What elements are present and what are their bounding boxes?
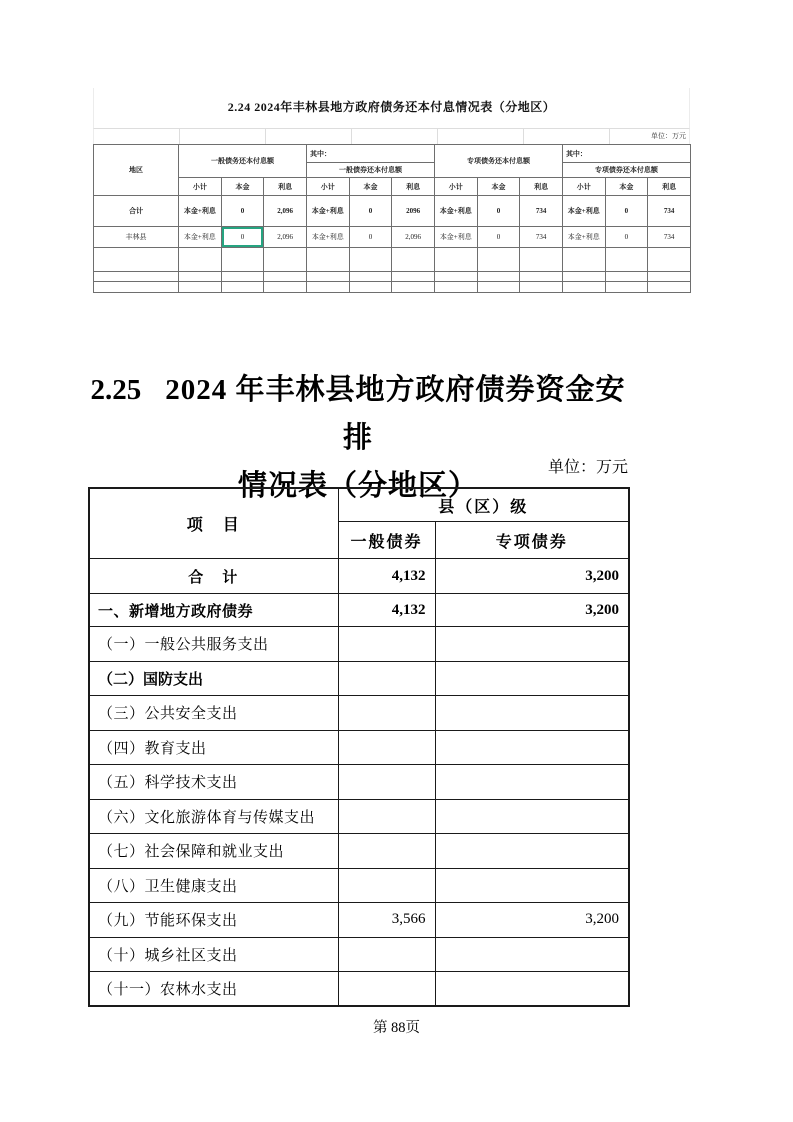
empty-cell — [648, 282, 691, 293]
general-bond-value-cell — [338, 972, 435, 1007]
special-bond-value-cell — [435, 868, 629, 903]
debt-header-interest: 利息 — [392, 178, 435, 196]
empty-cell — [306, 248, 349, 272]
budget-header-row-1 — [89, 488, 629, 522]
empty-cell — [562, 272, 605, 282]
budget-unit-label: 单位：万元 — [547, 459, 628, 476]
item-cell: （八）卫生健康支出 — [89, 868, 338, 903]
debt-header-principal: 本金 — [221, 178, 264, 196]
empty-cell — [349, 282, 392, 293]
general-bond-value-cell: 4,132 — [338, 594, 435, 627]
budget-table-row — [89, 730, 629, 765]
general-bond-value-cell — [338, 799, 435, 834]
general-bond-interest-cell: 2,096 — [392, 227, 435, 248]
debt-header-general-debt-group: 一般债务还本付息额 — [179, 145, 307, 178]
empty-cell — [392, 248, 435, 272]
debt-sheet-title: 2.24 2024年丰林县地方政府债务还本付息情况表（分地区） — [93, 88, 690, 128]
debt-table-empty-row — [94, 272, 691, 282]
item-cell: （十一）农林水支出 — [89, 972, 338, 1007]
debt-header-principal: 本金 — [605, 178, 648, 196]
debt-table-empty-row — [94, 248, 691, 272]
general-bond-subtotal-cell: 本金+利息 — [306, 196, 349, 227]
empty-cell — [520, 272, 563, 282]
general-interest-cell: 2,096 — [264, 227, 307, 248]
budget-table-row — [89, 834, 629, 869]
debt-header-row-3 — [94, 178, 691, 196]
debt-header-subtotal: 小计 — [306, 178, 349, 196]
special-interest-cell: 734 — [520, 227, 563, 248]
empty-cell — [477, 272, 520, 282]
empty-cell — [562, 282, 605, 293]
empty-cell — [605, 272, 648, 282]
general-bond-value-cell: 3,566 — [338, 903, 435, 938]
special-bond-value-cell — [435, 937, 629, 972]
general-bond-interest-cell: 2096 — [392, 196, 435, 227]
debt-header-region: 地区 — [94, 145, 179, 196]
general-bond-value-cell: 4,132 — [338, 559, 435, 594]
item-cell: （五）科学技术支出 — [89, 765, 338, 800]
special-bond-value-cell: 3,200 — [435, 559, 629, 594]
general-subtotal-cell: 本金+利息 — [179, 227, 222, 248]
debt-header-special-debt-group: 专项债务还本付息额 — [434, 145, 562, 178]
debt-header-general-bond-group: 一般债券还本付息额 — [306, 163, 434, 178]
empty-cell — [94, 282, 179, 293]
item-cell: （十）城乡社区支出 — [89, 937, 338, 972]
empty-cell — [264, 248, 307, 272]
special-bond-value-cell — [435, 765, 629, 800]
budget-table-row — [89, 594, 629, 627]
budget-header-county-level: 县（区）级 — [338, 488, 629, 522]
general-principal-cell: 0 — [221, 227, 264, 248]
budget-table-row — [89, 972, 629, 1007]
debt-header-subtotal: 小计 — [562, 178, 605, 196]
special-bond-principal-cell: 0 — [605, 227, 648, 248]
debt-header-principal: 本金 — [477, 178, 520, 196]
debt-header-principal: 本金 — [349, 178, 392, 196]
budget-table-row — [89, 559, 629, 594]
special-bond-value-cell: 3,200 — [435, 594, 629, 627]
item-cell: （六）文化旅游体育与传媒支出 — [89, 799, 338, 834]
item-cell: 合 计 — [89, 559, 338, 594]
empty-cell — [648, 248, 691, 272]
empty-cell — [306, 272, 349, 282]
special-principal-cell: 0 — [477, 227, 520, 248]
budget-table-row — [89, 937, 629, 972]
item-cell: （九）节能环保支出 — [89, 903, 338, 938]
special-principal-cell: 0 — [477, 196, 520, 227]
debt-sheet-unit-label: 单位：万元 — [93, 128, 690, 144]
special-bond-value-cell — [435, 661, 629, 696]
general-subtotal-cell: 本金+利息 — [179, 196, 222, 227]
empty-cell — [349, 272, 392, 282]
debt-table-row — [94, 227, 691, 248]
item-cell: （七）社会保障和就业支出 — [89, 834, 338, 869]
budget-header-general-bond: 一般债券 — [338, 522, 435, 559]
budget-table-row — [89, 661, 629, 696]
general-bond-value-cell — [338, 730, 435, 765]
debt-header-subtotal: 小计 — [434, 178, 477, 196]
empty-cell — [605, 248, 648, 272]
special-interest-cell: 734 — [520, 196, 563, 227]
special-bond-value-cell: 3,200 — [435, 903, 629, 938]
special-subtotal-cell: 本金+利息 — [434, 196, 477, 227]
empty-cell — [94, 272, 179, 282]
budget-table-row — [89, 765, 629, 800]
general-interest-cell: 2,096 — [264, 196, 307, 227]
empty-cell — [520, 248, 563, 272]
debt-table-row — [94, 196, 691, 227]
region-cell: 合计 — [94, 196, 179, 227]
empty-cell — [434, 248, 477, 272]
general-bond-principal-cell: 0 — [349, 227, 392, 248]
special-bond-value-cell — [435, 972, 629, 1007]
debt-table-empty-row — [94, 282, 691, 293]
page-number: 第 88页 — [372, 1020, 421, 1036]
debt-header-row-1 — [94, 145, 691, 163]
budget-table-row — [89, 868, 629, 903]
empty-cell — [477, 248, 520, 272]
empty-cell — [605, 282, 648, 293]
empty-cell — [179, 282, 222, 293]
special-bond-principal-cell: 0 — [605, 196, 648, 227]
region-cell: 丰林县 — [94, 227, 179, 248]
debt-header-subtotal: 小计 — [179, 178, 222, 196]
empty-cell — [648, 272, 691, 282]
budget-header-special-bond: 专项债券 — [435, 522, 629, 559]
empty-cell — [179, 248, 222, 272]
item-cell: （一）一般公共服务支出 — [89, 627, 338, 662]
general-bond-value-cell — [338, 627, 435, 662]
debt-header-interest: 利息 — [264, 178, 307, 196]
empty-cell — [520, 282, 563, 293]
special-subtotal-cell: 本金+利息 — [434, 227, 477, 248]
budget-table-row — [89, 799, 629, 834]
debt-header-interest: 利息 — [520, 178, 563, 196]
empty-cell — [392, 282, 435, 293]
debt-service-sheet — [93, 88, 690, 293]
empty-cell — [349, 248, 392, 272]
empty-cell — [221, 248, 264, 272]
section-number: 2.25 — [90, 374, 142, 406]
empty-cell — [94, 248, 179, 272]
empty-cell — [477, 282, 520, 293]
budget-header-item: 项 目 — [89, 488, 338, 559]
empty-cell — [392, 272, 435, 282]
special-bond-value-cell — [435, 799, 629, 834]
budget-title-text: 2024 年丰林县地方政府债券资金安排 — [165, 374, 626, 454]
debt-header-interest: 利息 — [648, 178, 691, 196]
general-bond-value-cell — [338, 661, 435, 696]
empty-cell — [264, 272, 307, 282]
special-bond-subtotal-cell: 本金+利息 — [562, 227, 605, 248]
general-bond-value-cell — [338, 937, 435, 972]
item-cell: 一、新增地方政府债券 — [89, 594, 338, 627]
budget-table-row — [89, 696, 629, 731]
general-bond-subtotal-cell: 本金+利息 — [306, 227, 349, 248]
budget-title-line1 — [88, 366, 628, 462]
special-bond-value-cell — [435, 834, 629, 869]
general-bond-principal-cell: 0 — [349, 196, 392, 227]
debt-service-table — [93, 144, 691, 293]
empty-cell — [179, 272, 222, 282]
general-bond-value-cell — [338, 834, 435, 869]
item-cell: （三）公共安全支出 — [89, 696, 338, 731]
empty-cell — [434, 272, 477, 282]
special-bond-subtotal-cell: 本金+利息 — [562, 196, 605, 227]
budget-table-row — [89, 627, 629, 662]
budget-title-line2: 情况表（分地区） — [237, 470, 478, 502]
empty-cell — [562, 248, 605, 272]
empty-cell — [434, 282, 477, 293]
item-cell: （四）教育支出 — [89, 730, 338, 765]
general-bond-value-cell — [338, 696, 435, 731]
empty-cell — [221, 272, 264, 282]
general-bond-value-cell — [338, 868, 435, 903]
general-bond-value-cell — [338, 765, 435, 800]
special-bond-value-cell — [435, 627, 629, 662]
empty-cell — [221, 282, 264, 293]
debt-header-special-bond-group: 专项债券还本付息额 — [562, 163, 690, 178]
item-cell: （二）国防支出 — [89, 661, 338, 696]
debt-header-general-bond-ofwhich: 其中： — [306, 145, 434, 163]
empty-cell — [264, 282, 307, 293]
empty-cell — [306, 282, 349, 293]
special-bond-value-cell — [435, 696, 629, 731]
special-bond-value-cell — [435, 730, 629, 765]
budget-table — [88, 487, 630, 1007]
general-principal-cell: 0 — [221, 196, 264, 227]
special-bond-interest-cell: 734 — [648, 196, 691, 227]
budget-table-row — [89, 903, 629, 938]
special-bond-interest-cell: 734 — [648, 227, 691, 248]
debt-header-special-bond-ofwhich: 其中： — [562, 145, 690, 163]
